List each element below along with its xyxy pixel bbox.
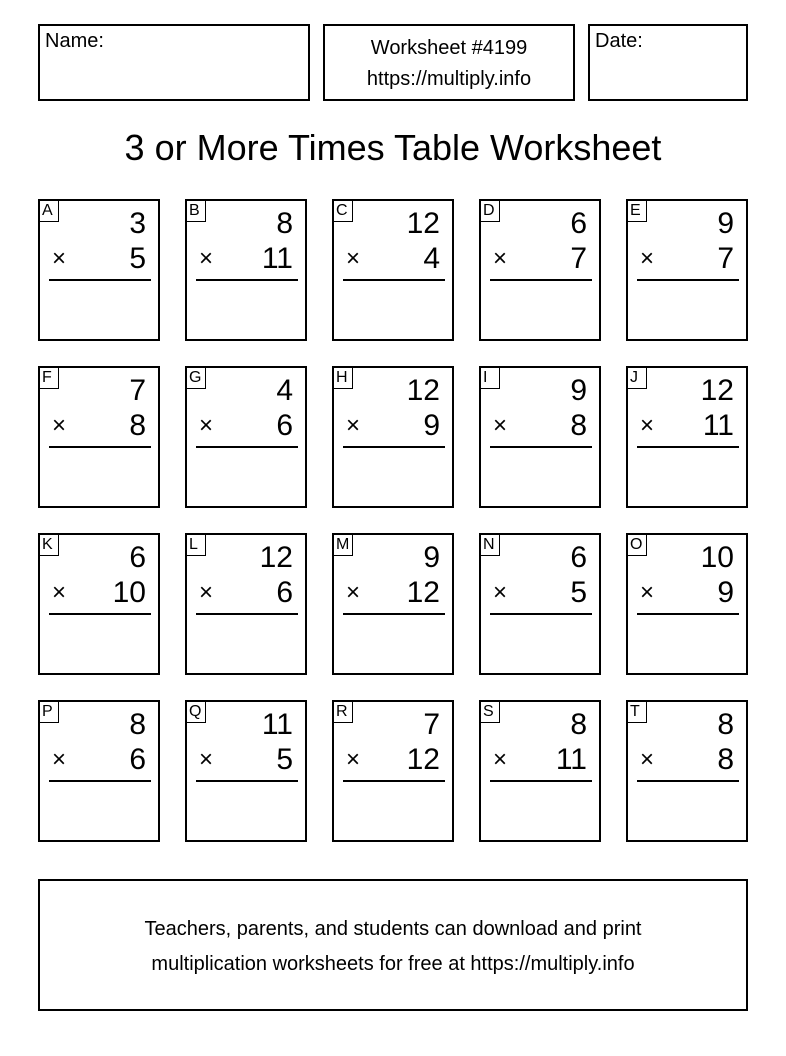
answer-line (196, 613, 298, 615)
problem-card[interactable] (332, 366, 454, 508)
worksheet-info-box (323, 24, 575, 101)
problem-multiplicand: 7 (129, 374, 146, 407)
problem-letter: D (480, 200, 500, 222)
problem-letter: K (39, 534, 59, 556)
problem-card[interactable] (332, 199, 454, 341)
problem-card[interactable] (479, 199, 601, 341)
answer-line (490, 279, 592, 281)
problem-card[interactable] (479, 533, 601, 675)
problem-card[interactable] (479, 366, 601, 508)
problem-letter: P (39, 701, 59, 723)
answer-line (49, 446, 151, 448)
times-sign: × (199, 245, 214, 272)
problem-multiplier: 6 (276, 409, 293, 442)
problem-multiplicand: 12 (406, 207, 440, 240)
problem-multiplier: 7 (717, 242, 734, 275)
times-sign: × (199, 746, 214, 773)
problem-letter: O (627, 534, 647, 556)
problem-letter: C (333, 200, 353, 222)
problem-card[interactable] (626, 199, 748, 341)
problem-letter: A (39, 200, 59, 222)
problem-letter: H (333, 367, 353, 389)
times-sign: × (346, 412, 361, 439)
answer-line (637, 446, 739, 448)
answer-line (196, 279, 298, 281)
problem-multiplier: 11 (702, 409, 734, 442)
problem-card[interactable] (38, 700, 160, 842)
problem-multiplicand: 9 (570, 374, 587, 407)
answer-line (49, 279, 151, 281)
problem-letter: J (627, 367, 647, 389)
problem-letter: R (333, 701, 353, 723)
problem-multiplicand: 6 (129, 541, 146, 574)
times-sign: × (199, 579, 214, 606)
times-sign: × (52, 579, 67, 606)
answer-line (637, 780, 739, 782)
worksheet-url: https://multiply.info (366, 68, 532, 90)
problem-multiplier: 6 (129, 743, 146, 776)
problem-card[interactable] (185, 199, 307, 341)
answer-line (343, 279, 445, 281)
problem-multiplicand: 7 (423, 708, 440, 741)
times-sign: × (493, 245, 508, 272)
problem-letter: N (480, 534, 500, 556)
problem-card[interactable] (38, 533, 160, 675)
problem-multiplicand: 8 (717, 708, 734, 741)
times-sign: × (52, 245, 67, 272)
problem-multiplier: 9 (423, 409, 440, 442)
answer-line (490, 446, 592, 448)
times-sign: × (199, 412, 214, 439)
problem-letter: L (186, 534, 206, 556)
problem-letter: T (627, 701, 647, 723)
times-sign: × (493, 746, 508, 773)
problem-multiplier: 4 (423, 242, 440, 275)
problem-multiplicand: 12 (259, 541, 293, 574)
date-label: Date: (595, 30, 643, 52)
times-sign: × (640, 245, 655, 272)
problem-letter: E (627, 200, 647, 222)
problem-multiplicand: 12 (700, 374, 734, 407)
answer-line (490, 613, 592, 615)
problem-multiplier: 11 (555, 743, 587, 776)
problem-card[interactable] (332, 700, 454, 842)
problem-multiplicand: 12 (406, 374, 440, 407)
problem-letter: S (480, 701, 500, 723)
name-label: Name: (45, 30, 104, 52)
footer-box (38, 879, 748, 1011)
answer-line (490, 780, 592, 782)
problem-card[interactable] (626, 700, 748, 842)
problem-letter: M (333, 534, 353, 556)
problem-multiplicand: 9 (423, 541, 440, 574)
problem-card[interactable] (185, 700, 307, 842)
problem-multiplicand: 6 (570, 541, 587, 574)
problem-multiplier: 7 (570, 242, 587, 275)
problem-multiplicand: 4 (276, 374, 293, 407)
times-sign: × (493, 412, 508, 439)
problem-multiplier: 6 (276, 576, 293, 609)
problem-multiplicand: 8 (570, 708, 587, 741)
worksheet-number: Worksheet #4199 (370, 37, 528, 59)
problem-card[interactable] (38, 366, 160, 508)
problem-multiplier: 8 (129, 409, 146, 442)
problem-card[interactable] (185, 366, 307, 508)
answer-line (637, 279, 739, 281)
times-sign: × (52, 412, 67, 439)
problem-multiplicand: 8 (276, 207, 293, 240)
problem-card[interactable] (332, 533, 454, 675)
answer-line (196, 780, 298, 782)
times-sign: × (346, 245, 361, 272)
problem-card[interactable] (626, 533, 748, 675)
footer-text-line-2: multiplication worksheets for free at https://multiply.info (151, 953, 635, 975)
answer-line (343, 446, 445, 448)
answer-line (343, 613, 445, 615)
problem-card[interactable] (479, 700, 601, 842)
times-sign: × (640, 412, 655, 439)
problem-multiplicand: 11 (261, 708, 293, 741)
problem-letter: F (39, 367, 59, 389)
date-box[interactable] (588, 24, 748, 101)
problem-multiplier: 12 (406, 576, 440, 609)
problem-letter: G (186, 367, 206, 389)
problem-multiplier: 8 (570, 409, 587, 442)
problem-multiplicand: 8 (129, 708, 146, 741)
problem-multiplicand: 3 (129, 207, 146, 240)
times-sign: × (52, 746, 67, 773)
problem-multiplier: 5 (129, 242, 146, 275)
problem-card[interactable] (185, 533, 307, 675)
problem-multiplier: 11 (261, 242, 293, 275)
times-sign: × (346, 746, 361, 773)
answer-line (343, 780, 445, 782)
problem-multiplicand: 6 (570, 207, 587, 240)
answer-line (49, 780, 151, 782)
footer-text-line-1: Teachers, parents, and students can download and print (144, 918, 642, 940)
problem-multiplier: 9 (717, 576, 734, 609)
problem-letter: I (480, 367, 500, 389)
problem-multiplier: 10 (112, 576, 146, 609)
problem-letter: Q (186, 701, 206, 723)
problem-multiplicand: 10 (700, 541, 734, 574)
problem-letter: B (186, 200, 206, 222)
times-sign: × (346, 579, 361, 606)
answer-line (637, 613, 739, 615)
times-sign: × (640, 579, 655, 606)
problem-multiplicand: 9 (717, 207, 734, 240)
page-title: 3 or More Times Table Worksheet (124, 127, 662, 168)
times-sign: × (493, 579, 508, 606)
problem-card[interactable] (38, 199, 160, 341)
answer-line (49, 613, 151, 615)
times-sign: × (640, 746, 655, 773)
name-box[interactable] (38, 24, 310, 101)
problem-multiplier: 8 (717, 743, 734, 776)
problem-multiplier: 12 (406, 743, 440, 776)
problem-multiplier: 5 (570, 576, 587, 609)
problem-card[interactable] (626, 366, 748, 508)
answer-line (196, 446, 298, 448)
problem-multiplier: 5 (276, 743, 293, 776)
